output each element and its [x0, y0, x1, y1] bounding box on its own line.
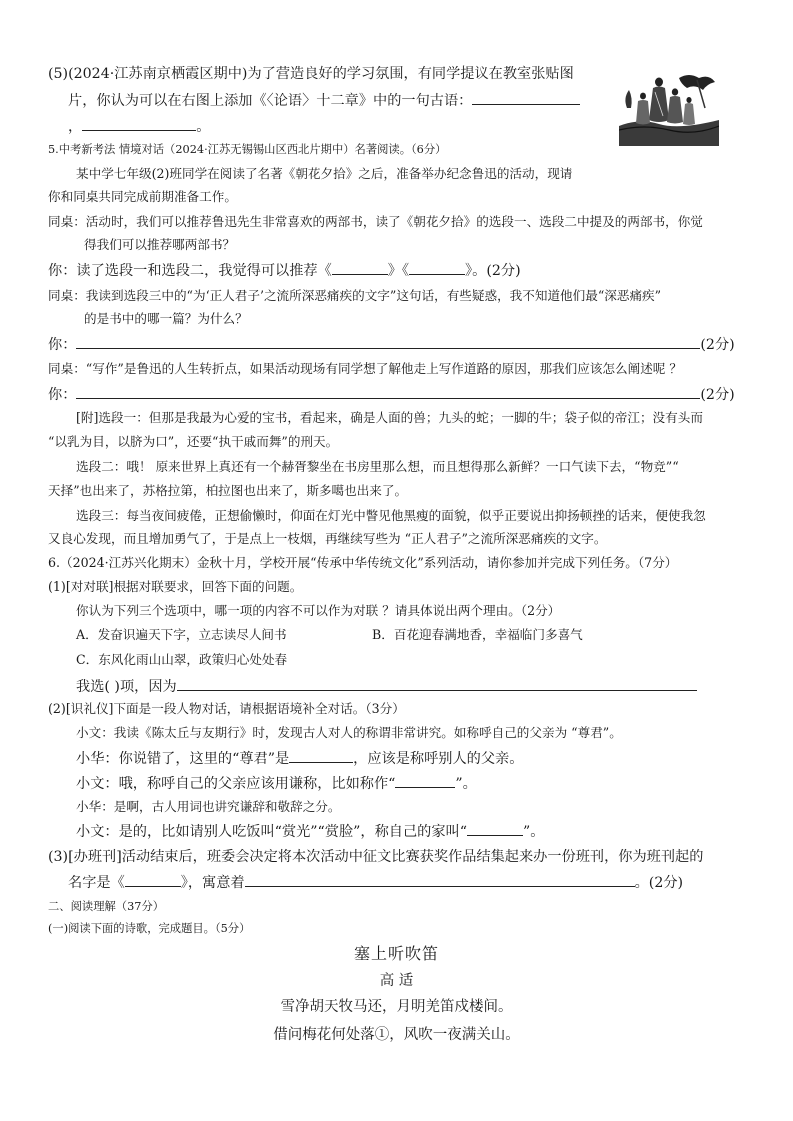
q5-dialog2-line2: 的是书中的哪一篇？为什么？: [84, 311, 248, 326]
dialog-line-2-suffix: ，应该是称呼别人的父亲。: [353, 751, 524, 767]
book-title-blank-1[interactable]: [332, 260, 388, 275]
dialog-line-5-prefix: 小文：是的，比如请别人吃饭叫“赏光”“赏脸”，称自己的家叫“: [76, 824, 467, 840]
q5-answer3-score: (2分): [700, 387, 735, 403]
dialog-line-3: [76, 773, 477, 794]
dialog-line-1: 小文：我读《陈太丘与友期行》时，发现古人对人的称谓非常讲究。如称呼自己的父亲为 “尊君”。: [76, 725, 622, 740]
excerpt2-line1: 选段二：哦！ 原来世界上真还有一个赫胥黎坐在书房里那么想，而且想得那么新鲜？一口气读下去，“物竞”“: [76, 459, 679, 474]
section2-sub1: (一)阅读下面的诗歌，完成题目。（5分）: [48, 922, 251, 935]
q5-answer2: [48, 334, 735, 355]
q6-part3-mid: 》，寓意着: [180, 875, 245, 891]
q5-answer3: [48, 384, 735, 405]
q5-sub5-line2-text: 片，你认为可以在右图上添加《〈论语〉十二章》中的一句古语：: [68, 93, 473, 109]
q5-answer3-prefix: 你：: [48, 387, 77, 403]
q5-dialog1-line1: 同桌：活动时，我们可以推荐鲁迅先生非常喜欢的两部书，读了《朝花夕拾》的选段一、选段二中提及的两部书，你觉: [48, 214, 703, 229]
answer-line[interactable]: [76, 384, 700, 399]
dialog-line-2-prefix: 小华：你说错了，这里的“尊君”是: [76, 751, 290, 767]
poem-title: 塞上听吹笛: [353, 944, 439, 963]
q5-sub5-line3: [68, 116, 210, 137]
q6-heading: 6.（2024·江苏兴化期末）金秋十月，学校开展“传承中华传统文化”系列活动，请你参加并完成下列任务。（7分）: [48, 555, 678, 570]
option-a: A．发奋识遍天下字，立志读尽人间书: [76, 627, 287, 642]
answer-blank[interactable]: [472, 90, 580, 105]
dialog-line-5: [76, 821, 544, 842]
q5-answer2-score: (2分): [700, 337, 735, 353]
q5-answer1-suffix: 》。(2分): [465, 263, 521, 279]
poem-line-1: 雪净胡天牧马还，月明羌笛戍楼间。: [280, 999, 513, 1015]
meaning-blank[interactable]: [245, 872, 635, 887]
answer-line[interactable]: [177, 676, 697, 691]
answer-blank[interactable]: [289, 748, 353, 763]
q5-sub5-line1: (5)(2024·江苏南京栖霞区期中)为了营造良好的学习氛围，有同学提议在教室张贴图: [48, 66, 574, 82]
answer-blank[interactable]: [395, 773, 455, 788]
excerpt1-line1: [附]选段一：但那是我最为心爱的宝书，看起来，确是人面的兽；九头的蛇；一脚的牛；袋子似的帝江；没有头而: [76, 410, 703, 425]
excerpt3-line2: 又良心发现，而且增加勇气了，于是点上一枝烟，再继续写些为 “正人君子”之流所深恶痛疾的文字。: [48, 531, 607, 546]
q6-part3-line1: (3)[办班刊]活动结束后，班委会决定将本次活动中征文比赛获奖作品结集起来办一份班刊，你为班刊起的: [48, 849, 704, 865]
q6-part2-title: (2)[识礼仪]下面是一段人物对话，请根据语境补全对话。（3分）: [48, 701, 405, 716]
q5-dialog3: 同桌：“写作”是鲁迅的人生转折点，如果活动现场有同学想了解他走上写作道路的原因，那我们应该怎么阐述呢 ？: [48, 361, 682, 376]
poem-line-2: 借问梅花何处落①，风吹一夜满关山。: [273, 1027, 520, 1043]
answer-blank[interactable]: [467, 821, 523, 836]
dialog-line-4: 小华：是啊，古人用词也讲究谦辞和敬辞之分。: [76, 799, 341, 814]
q6-part3-suffix: 。(2分): [634, 875, 684, 891]
q6-part1-title: (1)[对对联]根据对联要求，回答下面的问题。: [48, 579, 303, 594]
dialog-line-3-suffix: ”。: [455, 776, 477, 792]
excerpt3-line1: 选段三：每当夜间疲倦，正想偷懒时，仰面在灯光中瞥见他黑瘦的面貌，似乎正要说出抑扬顿挫的话来，便使我忽: [76, 508, 706, 523]
dialog-line-2: [76, 748, 523, 769]
q6-part3-line2: [68, 872, 683, 893]
q6-part3-prefix: 名字是《: [68, 875, 125, 891]
confucius-illustration: [619, 68, 719, 146]
option-b: B．百花迎春满地香，幸福临门多喜气: [372, 627, 583, 642]
option-c: C．东风化雨山山翠，政策归心处处春: [76, 652, 288, 667]
journal-name-blank[interactable]: [125, 872, 181, 887]
dialog-line-3-prefix: 小文：哦，称呼自己的父亲应该用谦称，比如称作“: [76, 776, 396, 792]
q5-answer1-mid: 》《: [387, 263, 410, 279]
poem-author: 高 适: [379, 973, 414, 989]
q5-answer1: [48, 260, 521, 281]
answer-blank[interactable]: [82, 116, 196, 131]
q5-intro-line2: 你和同桌共同完成前期准备工作。: [48, 189, 237, 204]
q5-sub5-line3-prefix: ，: [68, 119, 83, 135]
q6-part1-question: 你认为下列三个选项中，哪一项的内容不可以作为对联 ？请具体说出两个理由。（2分）: [76, 603, 561, 618]
q5-dialog1-line2: 得我们可以推荐哪两部书？: [84, 237, 236, 252]
book-title-blank-2[interactable]: [409, 260, 465, 275]
q6-part1-answer: [76, 676, 697, 697]
dialog-line-5-suffix: ”。: [522, 824, 545, 840]
q5-heading: 5.中考新考法 情境对话（2024·江苏无锡锡山区西北片期中）名著阅读。（6分）: [48, 143, 447, 156]
q5-sub5-line2: [68, 90, 580, 111]
q5-answer1-prefix: 你：读了选段一和选段二，我觉得可以推荐《: [48, 263, 332, 279]
answer-line[interactable]: [76, 334, 700, 349]
q5-intro-line1: 某中学七年级(2)班同学在阅读了名著《朝花夕拾》之后，准备举办纪念鲁迅的活动，现请: [76, 166, 573, 181]
q5-dialog2-line1: 同桌：我读到选段三中的“为‘正人君子’之流所深恶痛疾的文字”这句话，有些疑惑，我不知道他们最“深恶痛疾”: [48, 288, 662, 303]
excerpt1-line2: “以乳为目，以脐为口”，还要“执干戚而舞”的刑天。: [48, 434, 339, 449]
q5-sub5-line3-suffix: 。: [196, 119, 211, 135]
section2-heading: 二、阅读理解（37分）: [48, 900, 165, 913]
q5-answer2-prefix: 你：: [48, 337, 77, 353]
excerpt2-line2: 天择”也出来了，苏格拉第，柏拉图也出来了，斯多噶也出来了。: [48, 483, 408, 498]
q6-part1-answer-prefix: 我选( )项，因为: [76, 679, 177, 695]
